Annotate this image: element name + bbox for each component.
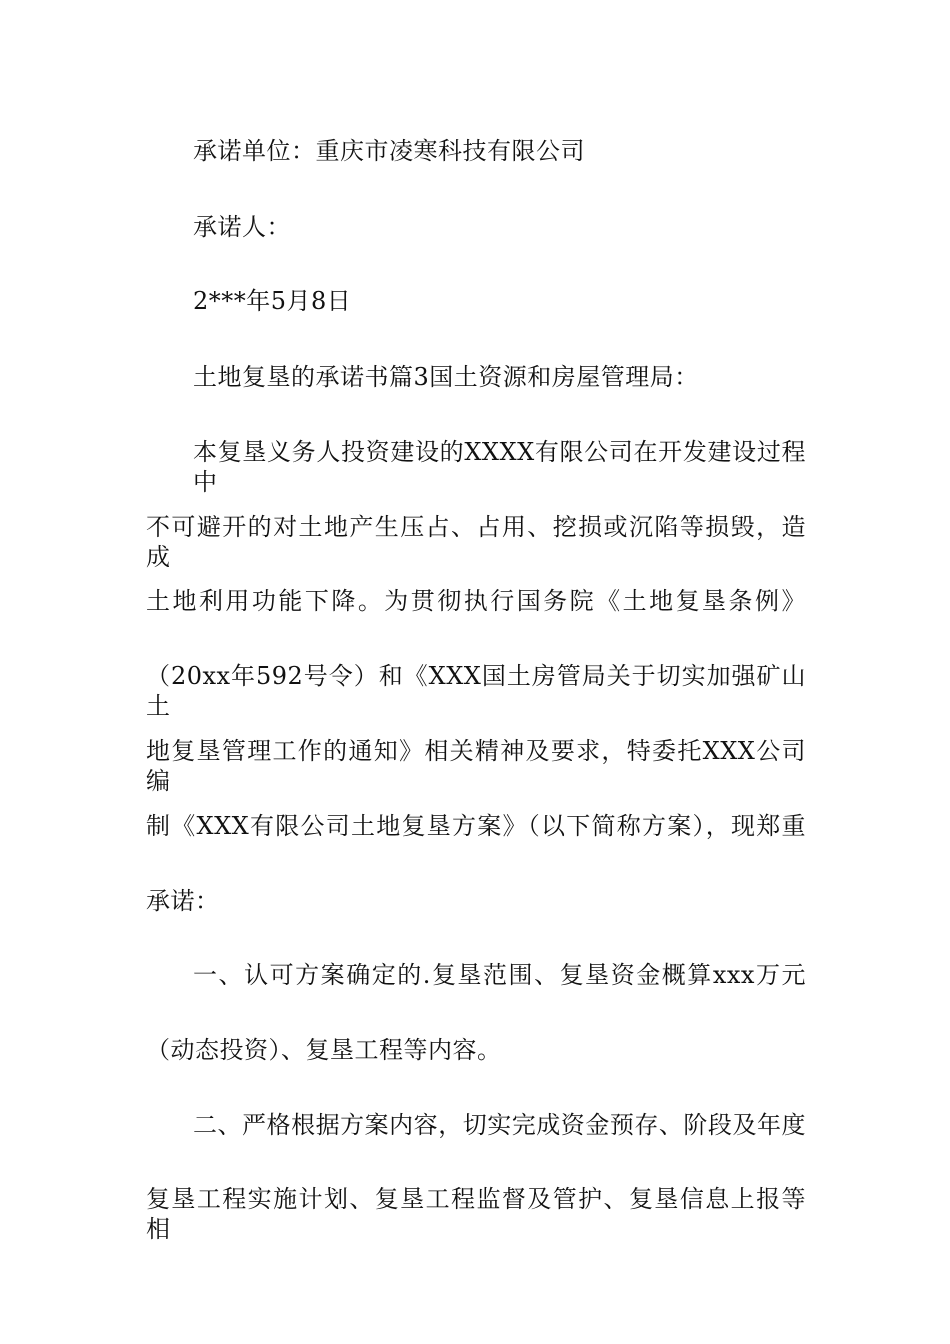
section-heading-line: 土地复垦的承诺书篇3国土资源和房屋管理局：	[193, 363, 699, 391]
body-paragraph-line: 制《XXX有限公司土地复垦方案》（以下简称方案），现郑重	[146, 812, 806, 840]
body-paragraph-line: 本复垦义务人投资建设的XXXX有限公司在开发建设过程中	[193, 438, 806, 496]
item-two-line: 二、严格根据方案内容，切实完成资金预存、阶段及年度	[193, 1111, 806, 1139]
commitment-person-line: 承诺人：	[193, 213, 291, 241]
commitment-unit-line: 承诺单位：重庆市凌寒科技有限公司	[193, 137, 585, 165]
date-line: 2***年5月8日	[193, 287, 352, 315]
body-paragraph-line: 承诺：	[146, 887, 220, 915]
item-two-line: 复垦工程实施计划、复垦工程监督及管护、复垦信息上报等相	[146, 1185, 806, 1243]
item-one-line: 一、认可方案确定的.复垦范围、复垦资金概算xxx万元	[193, 961, 806, 989]
body-paragraph-line: 地复垦管理工作的通知》相关精神及要求，特委托XXX公司编	[146, 737, 806, 795]
item-one-line: （动态投资）、复垦工程等内容。	[146, 1036, 502, 1064]
body-paragraph-line: 土地利用功能下降。为贯彻执行国务院《土地复垦条例》	[146, 587, 806, 615]
body-paragraph-line: （20xx年592号令）和《XXX国土房管局关于切实加强矿山土	[146, 662, 806, 720]
body-paragraph-line: 不可避开的对土地产生压占、占用、挖损或沉陷等损毁，造成	[146, 513, 806, 571]
